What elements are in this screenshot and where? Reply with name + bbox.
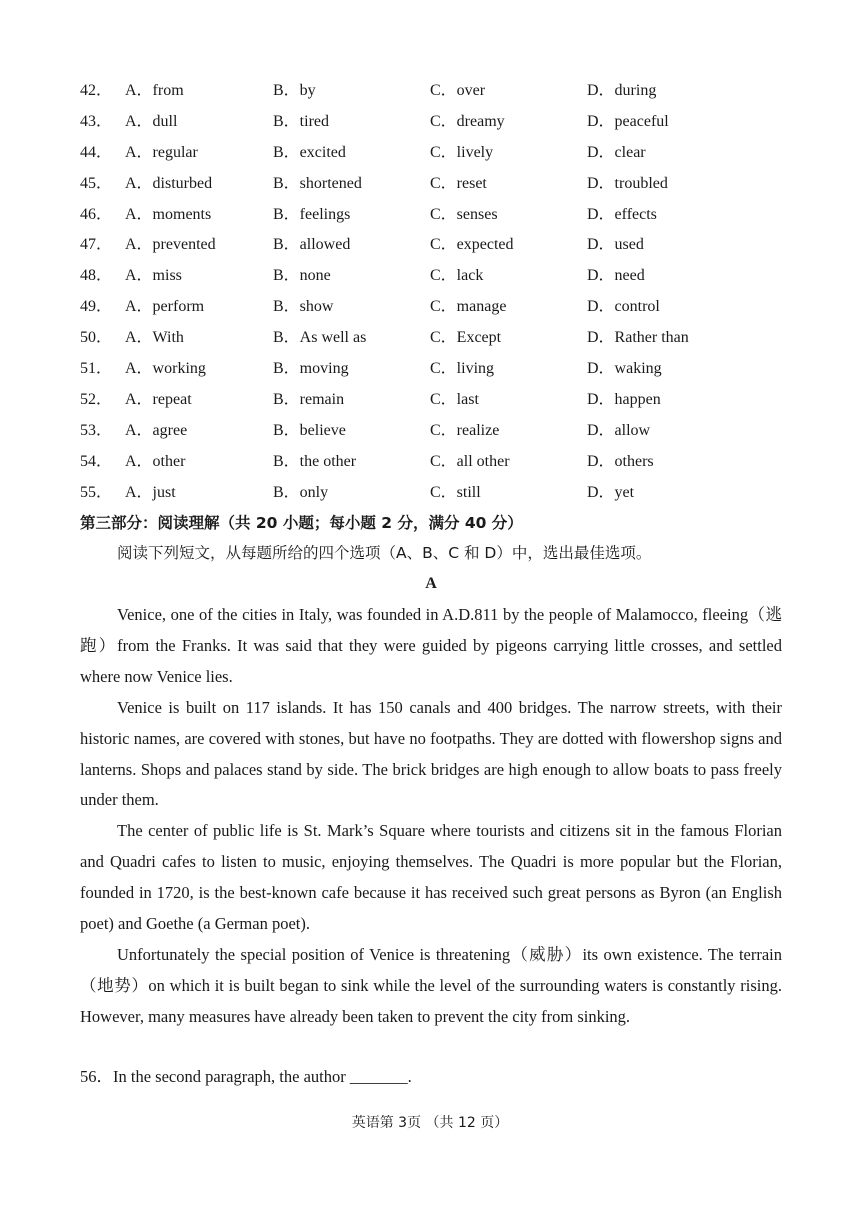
option-a: A．With bbox=[125, 329, 184, 347]
option-d: D．waking bbox=[587, 360, 662, 378]
option-d: D．clear bbox=[587, 143, 646, 161]
option-d: D．effects bbox=[587, 205, 657, 223]
option-a: A．dull bbox=[125, 112, 178, 130]
option-row bbox=[80, 138, 782, 169]
option-a: A．perform bbox=[125, 298, 205, 316]
option-d: D．during bbox=[587, 82, 657, 99]
question-number: 55． bbox=[80, 483, 113, 501]
option-c: C．senses bbox=[430, 205, 498, 223]
question-number: 48． bbox=[80, 267, 113, 285]
question-number: 52． bbox=[80, 390, 113, 408]
reading-passage bbox=[80, 600, 782, 1033]
option-row bbox=[80, 76, 782, 107]
question-number: 50． bbox=[80, 329, 113, 347]
option-row bbox=[80, 230, 782, 261]
option-c: C．all other bbox=[430, 452, 510, 470]
option-row bbox=[80, 107, 782, 138]
page-footer: 英语第 3页 （共 12 页） bbox=[351, 1115, 509, 1131]
option-a: A．from bbox=[125, 82, 184, 99]
option-row bbox=[80, 169, 782, 200]
question-number: 54． bbox=[80, 452, 113, 470]
question-number: 44． bbox=[80, 143, 113, 161]
option-b: B．only bbox=[273, 483, 329, 501]
option-row bbox=[80, 261, 782, 292]
question-number: 51． bbox=[80, 360, 113, 378]
question-number: 43． bbox=[80, 112, 113, 130]
option-row bbox=[80, 354, 782, 385]
option-d: D．yet bbox=[587, 483, 635, 501]
question-56: 56．In the second paragraph, the author _______. bbox=[80, 1067, 412, 1086]
question-number: 46． bbox=[80, 205, 113, 223]
option-b: B．feelings bbox=[273, 205, 351, 223]
question-number: 49． bbox=[80, 298, 113, 316]
section-heading: 第三部分：阅读理解（共 20 小题；每小题 2 分，满分 40 分） bbox=[80, 514, 523, 532]
option-c: C．living bbox=[430, 360, 495, 378]
option-d: D．happen bbox=[587, 390, 661, 408]
option-row bbox=[80, 385, 782, 416]
passage-paragraph: Unfortunately the special position of Venice is threatening（威胁）its own existence. The terrain（地势）on which it is built began to sink while the level of the surrounding waters is constantly rising. However, many measures have already been taken to prevent the city from sinking. bbox=[80, 944, 782, 1026]
option-a: A．working bbox=[125, 360, 206, 378]
option-a: A．disturbed bbox=[125, 174, 213, 192]
option-b: B．excited bbox=[273, 143, 346, 161]
option-a: A．repeat bbox=[125, 390, 192, 408]
option-d: D．allow bbox=[587, 421, 651, 439]
option-b: B．by bbox=[273, 82, 316, 99]
option-a: A．agree bbox=[125, 421, 188, 439]
option-a: A．regular bbox=[125, 143, 198, 161]
option-b: B．remain bbox=[273, 390, 345, 408]
option-c: C．Except bbox=[430, 329, 502, 347]
question-number: 45． bbox=[80, 174, 113, 192]
option-c: C．realize bbox=[430, 421, 500, 439]
option-d: D．control bbox=[587, 298, 660, 316]
passage-label: A bbox=[425, 575, 437, 592]
option-b: B．allowed bbox=[273, 236, 351, 254]
question-number: 53． bbox=[80, 421, 113, 439]
question-number: 42． bbox=[80, 82, 113, 99]
option-c: C．reset bbox=[430, 174, 487, 192]
option-b: B．As well as bbox=[273, 329, 367, 347]
option-d: D．need bbox=[587, 267, 645, 285]
option-c: C．lively bbox=[430, 143, 494, 161]
option-d: D．peaceful bbox=[587, 112, 669, 130]
passage-paragraph: Venice is built on 117 islands. It has 150 canals and 400 bridges. The narrow streets, with their historic names, are covered with stones, but have no footpaths. They are dotted with flowershop signs and lanterns. Shops and palaces stand by side. The brick bridges are high enough to allow boats to pass freely under them. bbox=[80, 697, 782, 810]
option-row bbox=[80, 323, 782, 354]
option-d: D．troubled bbox=[587, 174, 668, 192]
option-c: C．manage bbox=[430, 298, 507, 316]
option-a: A．prevented bbox=[125, 236, 216, 254]
option-row bbox=[80, 416, 782, 447]
option-c: C．still bbox=[430, 483, 481, 501]
question-number: 47． bbox=[80, 236, 113, 254]
answer-options-list bbox=[80, 76, 782, 508]
option-d: D．used bbox=[587, 236, 644, 254]
option-a: A．just bbox=[125, 483, 176, 501]
option-b: B．shortened bbox=[273, 174, 362, 192]
option-c: C．last bbox=[430, 390, 479, 408]
section-instruction: 阅读下列短文，从每题所给的四个选项（A、B、C 和 D）中，选出最佳选项。 bbox=[117, 544, 652, 562]
option-b: B．believe bbox=[273, 421, 346, 439]
option-a: A．miss bbox=[125, 267, 182, 285]
passage-paragraph: The center of public life is St. Mark’s Square where tourists and citizens sit in the famous Florian and Quadri cafes to listen to music, enjoying themselves. The Quadri is more popular but the Florian, founded in 1720, is the best-known cafe because it has received such great persons as Byron (an English poet) and Goethe (a German poet). bbox=[80, 821, 782, 934]
option-c: C．lack bbox=[430, 267, 484, 285]
option-b: B．the other bbox=[273, 452, 357, 470]
option-b: B．none bbox=[273, 267, 331, 285]
option-c: C．expected bbox=[430, 236, 514, 254]
option-row bbox=[80, 478, 782, 509]
option-a: A．moments bbox=[125, 205, 212, 223]
option-c: C．dreamy bbox=[430, 112, 505, 130]
passage-paragraph: Venice, one of the cities in Italy, was founded in A.D.811 by the people of Malamocco, fleeing（逃跑）from the Franks. It was said that they were guided by pigeons carrying little crosses, and settled where now Venice lies. bbox=[80, 605, 782, 686]
option-b: B．tired bbox=[273, 112, 329, 130]
option-row bbox=[80, 200, 782, 231]
option-a: A．other bbox=[125, 452, 186, 470]
option-b: B．moving bbox=[273, 360, 349, 378]
option-b: B．show bbox=[273, 298, 334, 316]
option-row bbox=[80, 292, 782, 323]
option-d: D．Rather than bbox=[587, 329, 689, 347]
option-c: C．over bbox=[430, 82, 486, 99]
option-row bbox=[80, 447, 782, 478]
option-d: D．others bbox=[587, 452, 654, 470]
